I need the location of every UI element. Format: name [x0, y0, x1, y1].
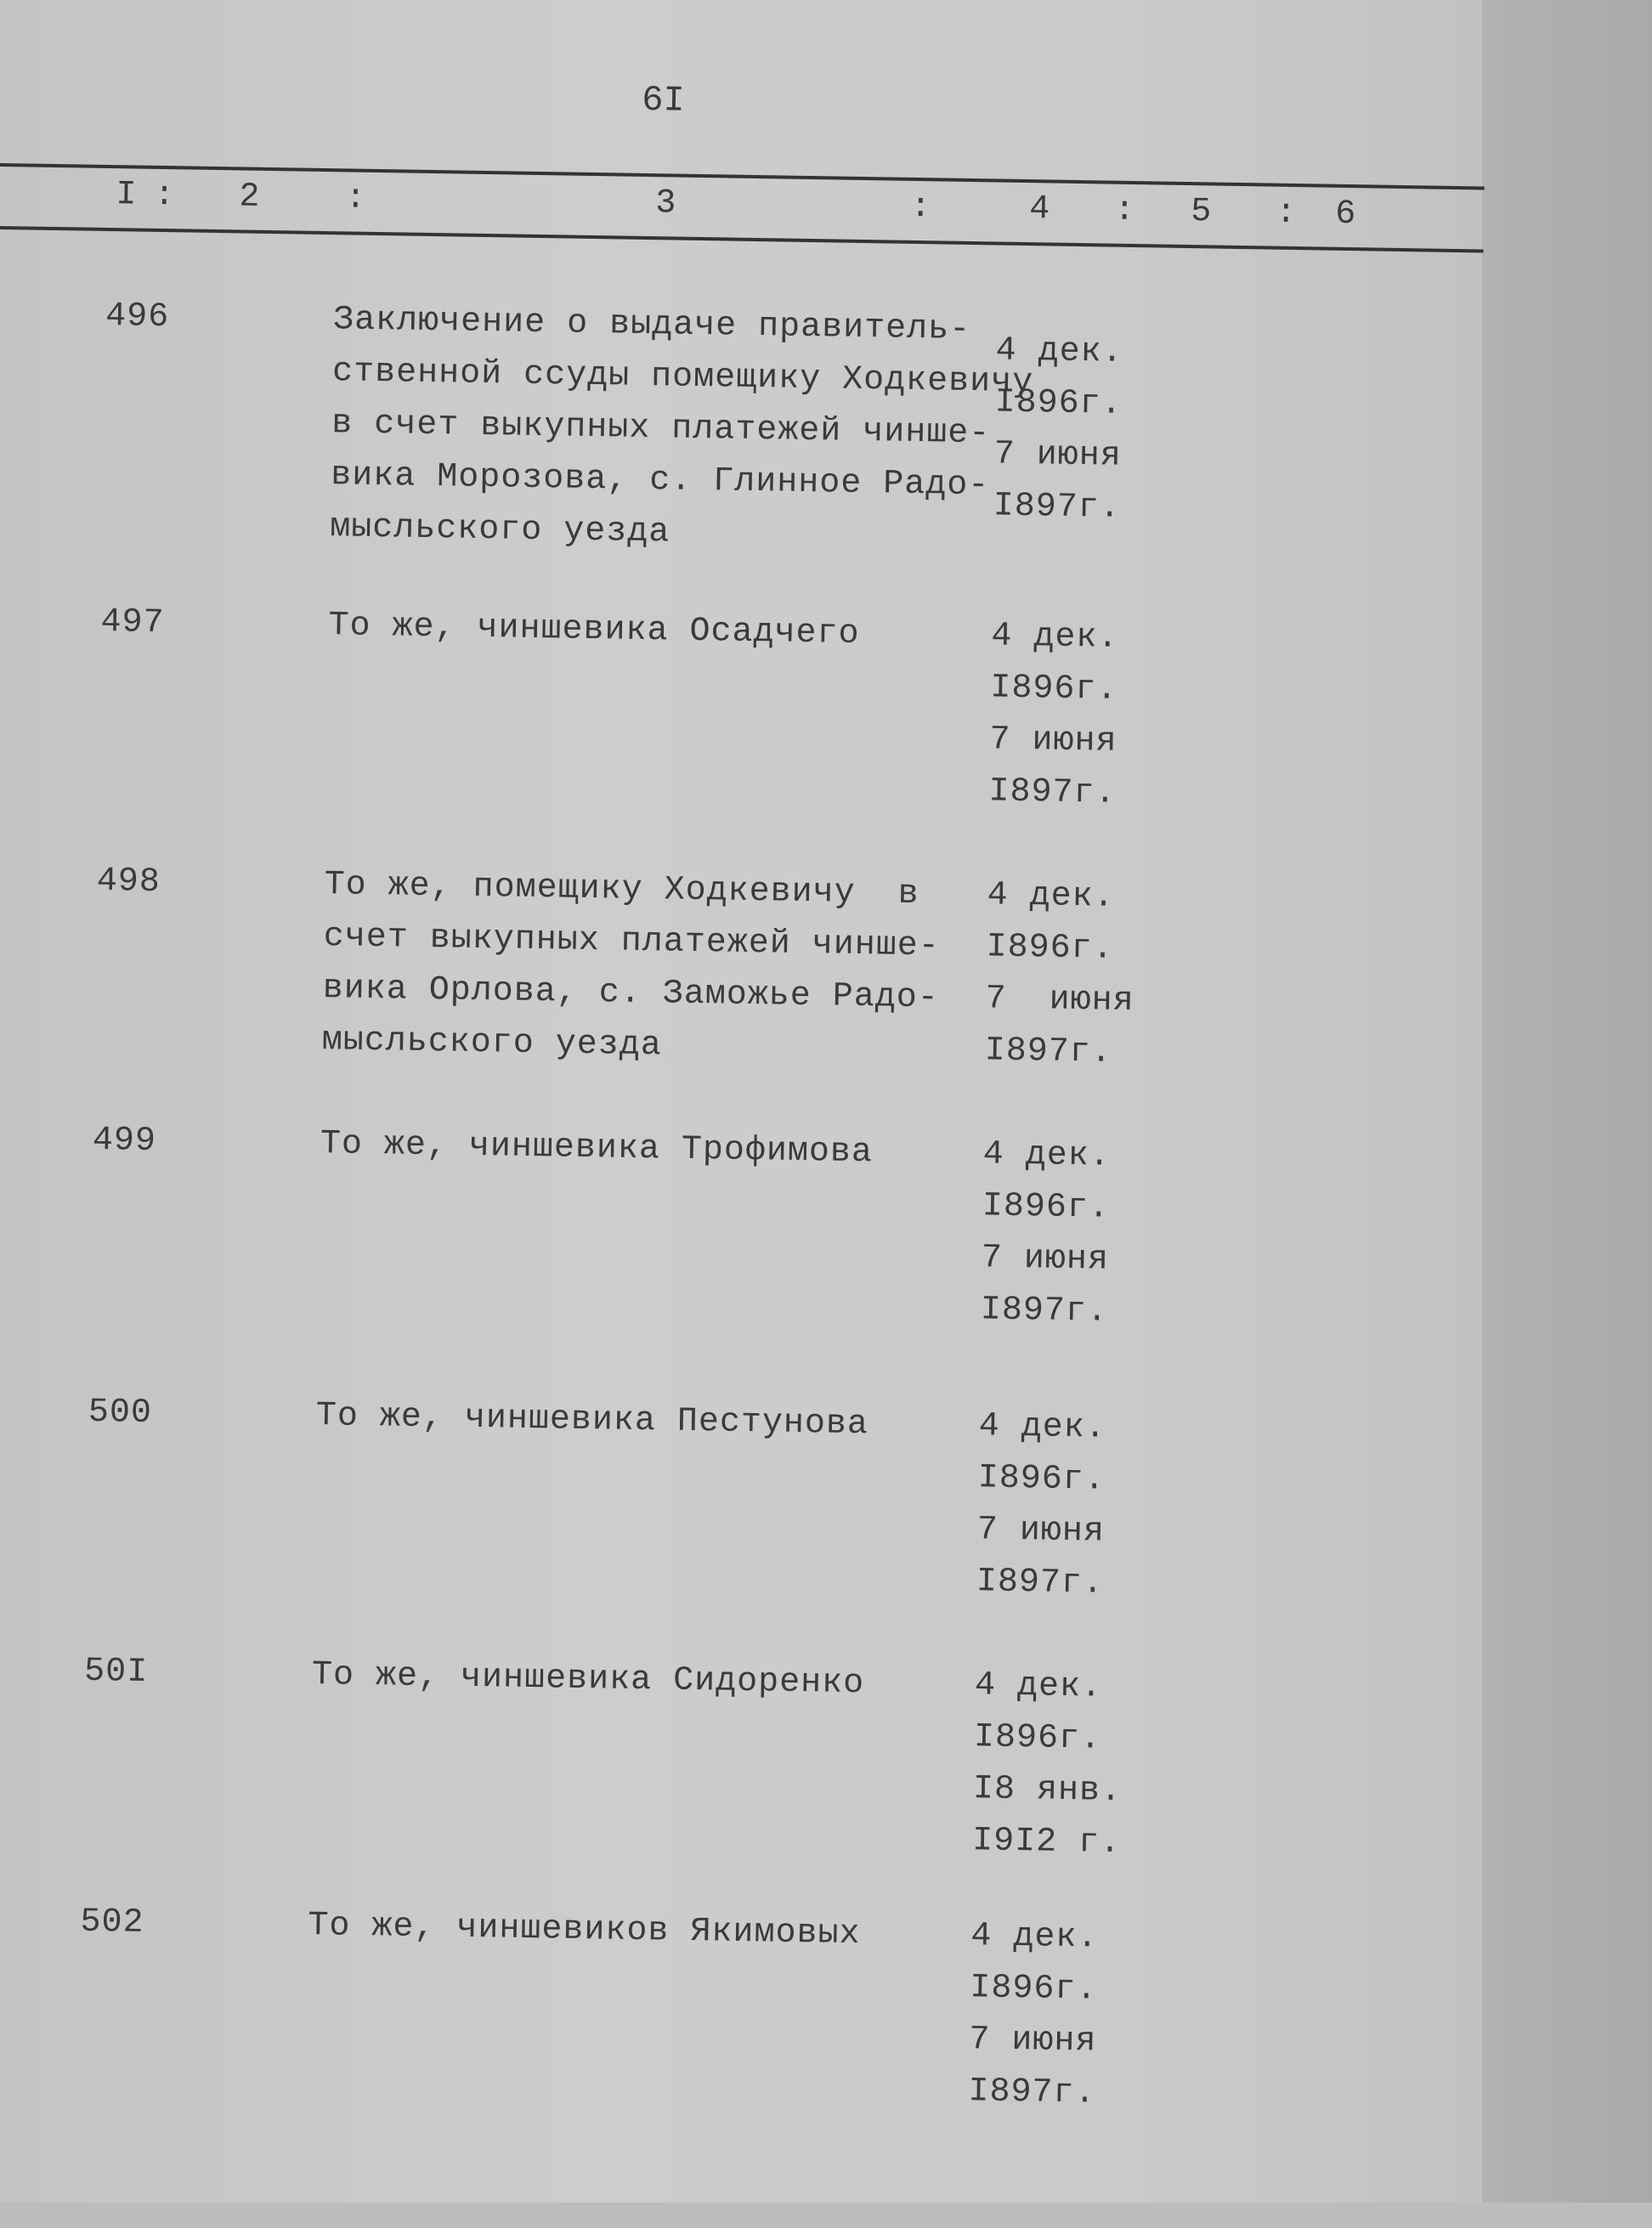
- entry-date-line: 7 июня: [981, 1239, 1110, 1280]
- separator: :: [345, 179, 366, 218]
- column-5-label: 5: [1190, 193, 1212, 232]
- entry-date-line: I896г.: [973, 1718, 1102, 1759]
- entry-description-line: мысльского уезда: [321, 1021, 663, 1066]
- entry-number: 500: [88, 1393, 153, 1433]
- header-bottom-rule: [0, 226, 1484, 252]
- entry-description-line: счет выкупных платежей чинше-: [323, 918, 941, 966]
- entry-date-line: I896г.: [986, 928, 1114, 969]
- entry-description-line: ственной ссуды помещику Ходкевичу: [331, 353, 1034, 403]
- entry-date-line: 4 дек.: [995, 331, 1124, 372]
- entry-date-line: 7 июня: [985, 980, 1135, 1021]
- entry-date-line: 4 дек.: [991, 617, 1119, 658]
- entry-description-line: То же, чиншевиков Якимовых: [308, 1906, 861, 1954]
- entry-date-line: 4 дек.: [970, 1917, 1099, 1958]
- column-3-label: 3: [654, 184, 676, 223]
- entry-date-line: 7 июня: [969, 2021, 1097, 2061]
- entry-number: 498: [96, 862, 161, 902]
- separator: :: [1113, 191, 1135, 231]
- column-1-label: I: [116, 176, 137, 215]
- entry-description-line: То же, чиншевика Пестунова: [315, 1397, 869, 1445]
- entry-description-line: То же, чиншевика Трофимова: [320, 1125, 874, 1173]
- entry-number: 496: [105, 297, 170, 337]
- entry-date-line: I896г.: [994, 383, 1123, 424]
- separator: :: [154, 176, 175, 216]
- column-4-label: 4: [1028, 190, 1050, 229]
- entry-date-line: I896г.: [990, 669, 1118, 710]
- column-6-label: 6: [1334, 195, 1356, 235]
- entry-date-line: I896г.: [982, 1187, 1111, 1228]
- entry-number: 502: [80, 1903, 144, 1942]
- entry-date-line: 7 июня: [976, 1511, 1106, 1552]
- entry-description-line: Заключение о выдаче правитель-: [332, 301, 971, 349]
- entry-date-line: I897г.: [980, 1291, 1109, 1332]
- entry-description-line: То же, чиншевика Сидоренко: [311, 1656, 865, 1704]
- page-number: 6I: [641, 79, 686, 122]
- entry-date-line: I9I2 г.: [971, 1822, 1122, 1863]
- entry-date-line: I897г.: [988, 772, 1117, 813]
- entry-date-line: I896г.: [977, 1459, 1106, 1500]
- separator: :: [1275, 194, 1297, 233]
- entry-date-line: I897г.: [976, 1563, 1105, 1603]
- entry-date-line: I897г.: [993, 487, 1122, 528]
- entry-number: 499: [92, 1121, 157, 1162]
- entry-date-line: I8 янв.: [972, 1770, 1123, 1811]
- entry-date-line: I896г.: [970, 1969, 1098, 2010]
- entry-date-line: 4 дек.: [982, 1135, 1112, 1176]
- entry-description-line: мысльского уезда: [329, 508, 670, 552]
- entry-description-line: То же, помещику Ходкевичу в: [324, 866, 920, 914]
- entry-date-line: 7 июня: [989, 721, 1117, 761]
- entry-date-line: 4 дек.: [987, 876, 1115, 917]
- entry-date-line: I897г.: [968, 2072, 1096, 2113]
- entry-date-line: I897г.: [984, 1032, 1113, 1072]
- entry-date-line: 4 дек.: [978, 1407, 1107, 1448]
- entry-description-line: То же, чиншевика Осадчего: [328, 607, 860, 653]
- entry-date-line: 4 дек.: [974, 1666, 1103, 1707]
- entry-description-line: вика Орлова, с. Заможье Радо-: [322, 970, 940, 1018]
- entry-description-line: вика Морозова, с. Глинное Радо-: [330, 456, 990, 506]
- separator: :: [909, 188, 931, 228]
- entry-date-line: 7 июня: [993, 435, 1123, 476]
- header-top-rule: [0, 163, 1485, 189]
- column-2-label: 2: [239, 178, 260, 217]
- entry-number: 497: [100, 602, 165, 643]
- entry-description-line: в счет выкупных платежей чинше-: [331, 404, 991, 454]
- entry-number: 50I: [83, 1652, 149, 1692]
